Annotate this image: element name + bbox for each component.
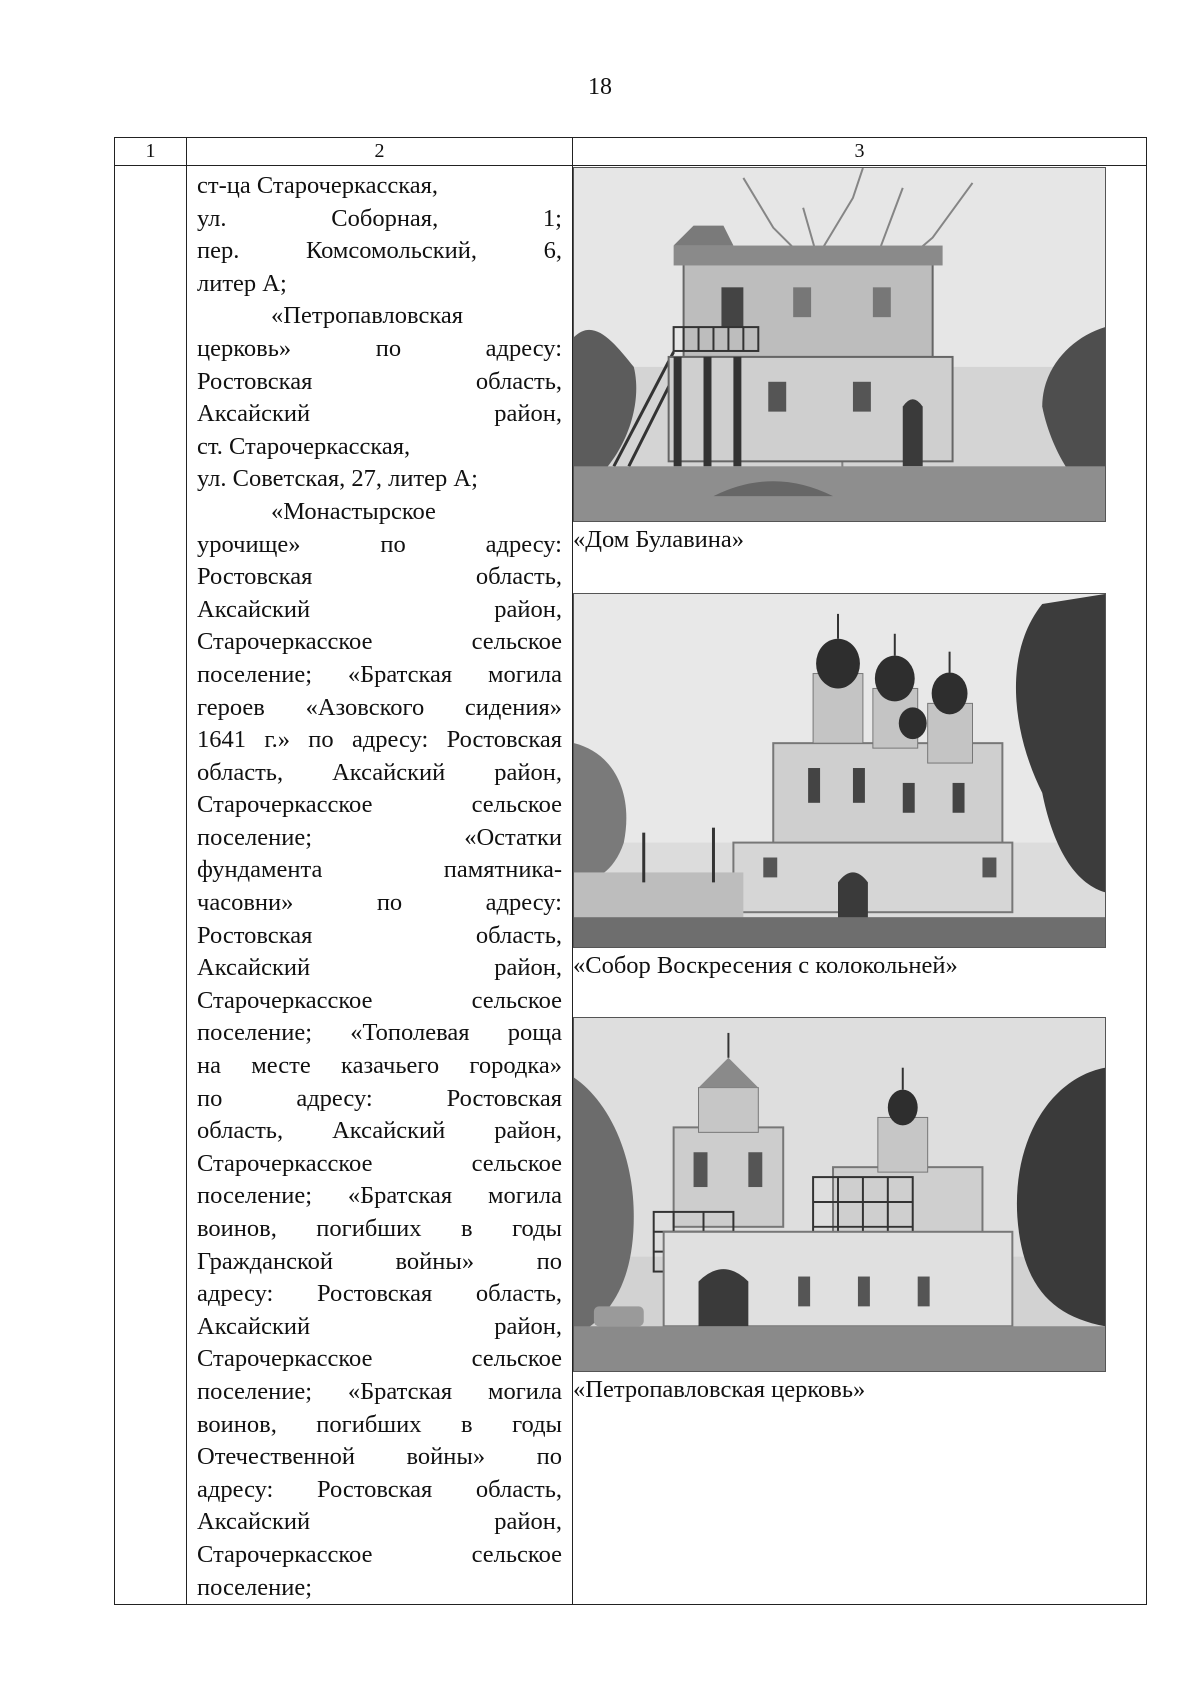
- address-line: Отечественной войны» по: [197, 1443, 562, 1471]
- address-line: поселение; «Братская могила: [197, 1377, 562, 1405]
- address-cell: [187, 166, 573, 1605]
- address-line: 1641 г.» по адресу: Ростовская: [197, 726, 562, 754]
- address-line: воинов, погибших в годы: [197, 1410, 562, 1438]
- photos-cell: [573, 166, 1147, 1605]
- peter-paul-church-caption: «Петропавловская церковь»: [573, 1376, 866, 1403]
- bulavin-house-photo: [573, 167, 1106, 522]
- address-line: часовни» по адресу:: [197, 889, 562, 917]
- address-line: Аксайский район,: [197, 954, 562, 982]
- address-line: поселение; «Остатки: [197, 823, 562, 851]
- photo-block-resurrection-cathedral: [573, 593, 1146, 981]
- address-line: поселение;: [197, 1573, 313, 1601]
- address-line: ул. Советская, 27, литер А;: [197, 465, 478, 493]
- address-line: ст-ца Старочеркасская,: [197, 172, 439, 199]
- address-line: Аксайский район,: [197, 595, 562, 623]
- address-line: область, Аксайский район,: [197, 1117, 562, 1145]
- address-line: поселение; «Братская могила: [197, 660, 562, 688]
- row-number-cell: [115, 166, 187, 1605]
- address-line: литер А;: [197, 269, 287, 297]
- header-col-3: 3: [573, 138, 1147, 166]
- address-line: Гражданской войны» по: [197, 1247, 562, 1275]
- address-line: по адресу: Ростовская: [197, 1084, 562, 1112]
- address-line: Старочеркасское сельское: [197, 791, 562, 819]
- address-line: пер. Комсомольский, 6,: [197, 237, 562, 265]
- address-line: Аксайский район,: [197, 1312, 562, 1340]
- address-line: область, Аксайский район,: [197, 758, 562, 786]
- address-line: Старочеркасское сельское: [197, 628, 562, 656]
- header-col-2: 2: [187, 138, 573, 166]
- photo-block-bulavin-house: [573, 167, 1146, 555]
- address-text: [187, 166, 572, 1604]
- address-line: Аксайский район,: [197, 400, 562, 428]
- address-line: Старочеркасское сельское: [197, 1345, 562, 1373]
- table-row: [115, 166, 1147, 1605]
- address-line: на месте казачьего городка»: [197, 1052, 562, 1080]
- address-line: «Монастырское: [271, 497, 436, 525]
- peter-paul-church-photo: [573, 1017, 1106, 1372]
- address-line: адресу: Ростовская область,: [197, 1475, 562, 1503]
- address-line: ул. Соборная, 1;: [197, 204, 562, 232]
- page-number: 18: [588, 74, 612, 100]
- address-line: Старочеркасское сельское: [197, 1540, 562, 1568]
- header-col-1: 1: [115, 138, 187, 166]
- address-line: Аксайский район,: [197, 1508, 562, 1536]
- address-line: ст. Старочеркасская,: [197, 432, 411, 460]
- address-line: Ростовская область,: [197, 921, 562, 949]
- address-line: Ростовская область,: [197, 563, 562, 591]
- bulavin-house-caption: «Дом Булавина»: [573, 526, 745, 553]
- photo-block-peter-paul-church: [573, 1017, 1146, 1405]
- address-line: урочище» по адресу:: [197, 530, 562, 558]
- address-line: фундамента памятника-: [197, 856, 562, 884]
- resurrection-cathedral-caption: «Собор Воскресения с колокольней»: [573, 952, 958, 979]
- address-line: Старочеркасское сельское: [197, 1149, 562, 1177]
- table-header-row: [115, 138, 1147, 166]
- objects-table: [114, 137, 1147, 1605]
- address-line: «Петропавловская: [271, 302, 464, 330]
- address-line: церковь» по адресу:: [197, 334, 562, 362]
- address-line: поселение; «Тополевая роща: [197, 1019, 562, 1047]
- address-line: Ростовская область,: [197, 367, 562, 395]
- resurrection-cathedral-photo: [573, 593, 1106, 948]
- address-line: поселение; «Братская могила: [197, 1182, 562, 1210]
- address-line: Старочеркасское сельское: [197, 986, 562, 1014]
- address-line: адресу: Ростовская область,: [197, 1280, 562, 1308]
- address-line: героев «Азовского сидения»: [197, 693, 562, 721]
- address-line: воинов, погибших в годы: [197, 1215, 562, 1242]
